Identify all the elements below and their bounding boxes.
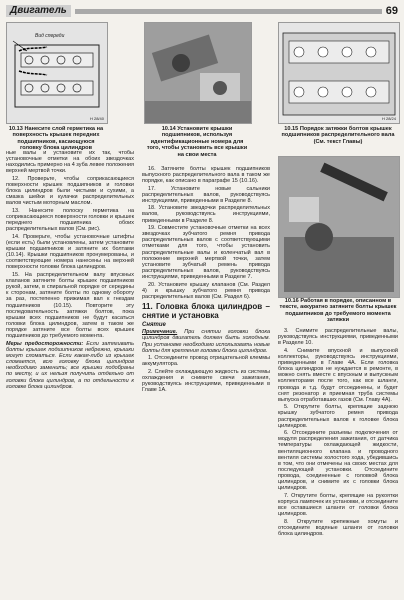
section-heading: 11. Головка блока цилиндров – снятие и установка	[142, 302, 270, 321]
caution-note	[6, 341, 134, 390]
paragraph: 7. Открутите болты, крепящие на рукоятки корпуса лампочек их установки, и отсоедините все оставшиеся шланги от головки блока цилиндров.	[278, 492, 398, 518]
paragraph: 19. Совместите установочные отметки на всех звездочках зубчатого ремня привода распределительных валов с соответствующими отметками для того, чтобы установить распределительные валы и коленчатый вал в положение верхней мертвой точки, затем установите зубчатый ремень привода распределительных валов, руководствуясь инструкциями, приведенными в Разделе 7.	[142, 224, 270, 281]
tightening-sequence-diagram	[279, 23, 399, 123]
figure-10-14	[144, 22, 252, 124]
figure-tag: H 28/40	[89, 116, 104, 121]
page-number: 69	[385, 5, 398, 17]
caption-10-15: 10.15 Порядок затяжки болтов крышек подшипников распределительного вала (См. текст Главы)	[281, 126, 395, 145]
paragraph: 20. Установите крышку клапанов (См. Раздел 4) и крышку зубчатого ремня привода распределительных валов (См. Раздел 6).	[142, 281, 270, 300]
paragraph: 5. Открутите болты, крепящие заднюю крышку зубчатого ремня привода распределительных валов к головке блока цилиндров.	[278, 404, 398, 429]
caution-text: Если затягивать болты крышек подшипников небрежно, крышки могут сломаться. Если какая-либо из крышек сломается, всю головку блока цилиндров необходимо заменить; все крышки подобраны по месту, и их нельзя получить отдельно от головки блока цилиндров, а по отдельности к головке блока цилиндров.	[6, 340, 134, 390]
section-title: Двигатель	[6, 5, 71, 17]
paragraph: 12. Проверьте, чтобы соприкасающиеся поверхности крышек подшипников и головки блока цилиндров были чистыми и сухими, а смазка шейки и кулачки распределительных валов чистым моторным маслом.	[6, 175, 134, 207]
paragraph: 17. Установите новые сальники распределительных валов, руководствуясь инструкциями, приведенными в Разделе 8.	[142, 185, 270, 204]
torque-wrench-photo	[279, 157, 399, 297]
paragraph: 3. Снимите распределительные валы, руководствуясь инструкциями, приведенными в Разделе 10.	[278, 328, 398, 347]
caption-10-16: 10.16 Работая в порядке, описанном в тексте, аккуратно затяните болты крышек подшипников до требуемого момента затяжки	[279, 298, 397, 324]
caption-10-13: 10.13 Нанесите слой герметика на поверхность крышек передних подшипников, касающуюся головку блока цилиндров	[8, 126, 104, 152]
note-text: При снятии головки блока цилиндров двигатель должен быть холодным. При установке необходимо использовать новые болты для крепления головки блока цилиндров.	[142, 329, 270, 354]
paragraph: 18. Установите звездочки распределительных валов, руководствуясь инструкциями, приведенными в Разделе 8.	[142, 205, 270, 224]
front-view-label: Вид спереди	[35, 33, 65, 39]
subheading: Снятие	[142, 322, 166, 329]
figure-10-16	[278, 156, 400, 298]
paragraph: 8. Открутите крепежные хомуты и отсоедините водяные шланги от головки блока цилиндров.	[278, 518, 398, 537]
middle-column	[142, 166, 270, 594]
figure-10-13	[6, 22, 108, 124]
header-rule	[75, 9, 382, 14]
bearing-caps-photo	[145, 23, 251, 123]
note-title: Примечание.	[142, 329, 178, 336]
paragraph: 14. Проверьте, чтобы установочные штифты (если есть) были установлены, затем установите крышки подшипников и затяните их болтами (10.14). Крышки подшипников пронумерованы, и соответствующие номера нанесены на верхней поверхности головки блока цилиндров.	[6, 233, 134, 271]
left-column	[6, 150, 134, 594]
note	[142, 329, 270, 354]
right-column	[278, 328, 398, 594]
paragraph: 15. На распределительном валу впускных клапанов затяните болты крышек подшипников рукой, затем, в спиральной порядке от середины к сторонам, затяните болты по одному обороту за раз, постепенно прижимая вал к гнездам подшипников (10.15). Повторите эту последовательность затяжки болтов, пока крышки всех подшипников не будут касаться головки блока цилиндров, затем в таком же порядке затяните все болты всех крышек подшипников до требуемого момента.	[6, 271, 134, 340]
page-header	[6, 4, 398, 18]
paragraph: ные валы и установите их так, чтобы установочные отметки на обоих звездочках находились примерно на 4 зуба левее положения верхней мертвой точки.	[6, 150, 134, 175]
caution-title: Меры предосторожности:	[6, 340, 84, 347]
paragraph: 6. Отсоедините разъемы подключения от модуля распределения зажигания, от датчика температуры охлаждающей жидкости, вентиляционного клапана и проводного вентиля системы холостого хода, убедившись в том, что они отмечены на своих местах для последующей установки. Отсоедините провода, соединенные с головкой блока цилиндров, и снимите их с головки блока цилиндров.	[278, 430, 398, 492]
paragraph: 4. Снимите впускной и выпускной коллекторы, руководствуясь инструкциями, приведенными в Главе 4А. Если головка блока цилиндров не нуждается в ремонте, в можно снять вместе с впускным и выпускным коллекторами после того, как все шланги, провода и т.д. будут отсоединены, и будет снят резонатор и приемная труба системы выпуска отработавших газов (См. Главу 4А).	[278, 347, 398, 403]
paragraph: 13. Нанесите полоску герметика на соприкасающиеся поверхности головки и крышек переднего подшипника обоих распределительных валов (См. рис).	[6, 207, 134, 233]
paragraph: 1. Отсоедините провод отрицательной клеммы аккумулятора.	[142, 355, 270, 368]
figure-tag: H 28/24	[381, 116, 396, 121]
caption-10-14: 10.14 Установите крышки подшипников, используя идентификационные номера для того, чтобы установить все крышки на свои места	[146, 126, 248, 158]
figure-10-15	[278, 22, 400, 124]
paragraph: 16. Затяните болты крышек подшипников выпускного распределительного вала в таком же порядке, как описано в параграфе 15 (10.16).	[142, 166, 270, 185]
paragraph: 2. Слейте охлаждающую жидкость из системы охлаждения и снимите свечи зажигания, руководствуясь инструкциями, приведенными в Главе 1А.	[142, 368, 270, 393]
